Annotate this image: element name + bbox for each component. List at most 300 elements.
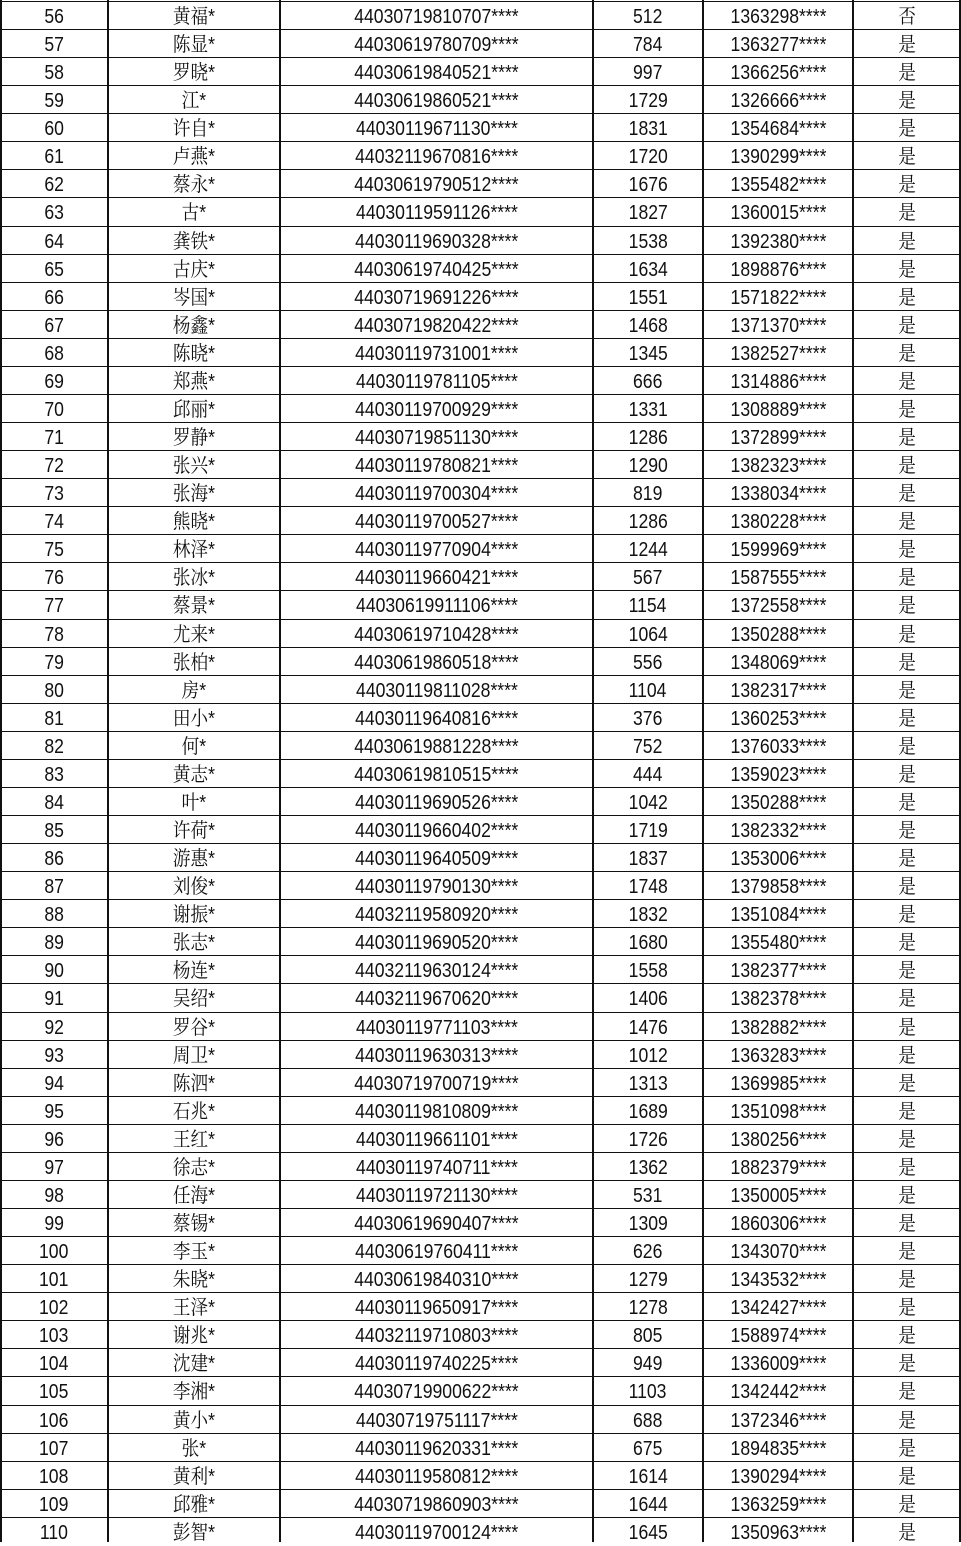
cell-id-number-text: 44030119630313**** bbox=[354, 1044, 519, 1067]
cell-name-text: 黄小* bbox=[172, 1409, 216, 1432]
cell-id-number-text: 44030119661101**** bbox=[355, 1128, 518, 1151]
cell-id-number bbox=[280, 535, 593, 563]
table-row bbox=[0, 85, 960, 113]
cell-phone bbox=[703, 1069, 853, 1097]
cell-flag-text: 是 bbox=[897, 118, 916, 141]
cell-flag bbox=[853, 255, 960, 283]
cell-flag bbox=[853, 1377, 960, 1405]
cell-phone bbox=[703, 1013, 853, 1041]
table-row bbox=[0, 478, 960, 506]
cell-index bbox=[0, 591, 108, 619]
cell-id-number-text: 44030119700929**** bbox=[354, 398, 519, 421]
cell-id-number-text: 44030119640816**** bbox=[354, 707, 519, 730]
cell-flag bbox=[853, 591, 960, 619]
table-row bbox=[0, 422, 960, 450]
cell-id-number bbox=[280, 423, 593, 451]
cell-phone bbox=[703, 198, 853, 226]
cell-id-number-text: 44030619690407**** bbox=[354, 1213, 519, 1235]
cell-name-text: 刘俊* bbox=[172, 876, 216, 899]
cell-name-text: 游惠* bbox=[172, 848, 216, 871]
cell-name-text: 王红* bbox=[172, 1128, 216, 1151]
cell-index bbox=[0, 1237, 108, 1265]
cell-amount bbox=[593, 704, 703, 732]
table-row bbox=[0, 675, 960, 703]
cell-flag bbox=[853, 58, 960, 86]
table-row bbox=[0, 1152, 960, 1180]
cell-index bbox=[0, 872, 108, 900]
cell-index bbox=[0, 563, 108, 591]
cell-flag-text: 是 bbox=[897, 1465, 916, 1488]
cell-flag-text: 是 bbox=[897, 1353, 916, 1376]
cell-amount-text: 1331 bbox=[628, 398, 668, 421]
cell-index bbox=[0, 58, 108, 86]
cell-phone-text: 1380228**** bbox=[730, 511, 826, 534]
cell-name-text: 张柏* bbox=[172, 651, 216, 674]
cell-flag-text: 是 bbox=[897, 314, 916, 337]
cell-index-text: 77 bbox=[44, 595, 64, 618]
cell-amount bbox=[593, 86, 703, 114]
cell-flag-text: 是 bbox=[897, 904, 916, 927]
table-row bbox=[0, 731, 960, 759]
cell-index-text: 93 bbox=[44, 1044, 64, 1067]
cell-name-text: 卢燕* bbox=[172, 146, 216, 169]
cell-name bbox=[108, 479, 280, 507]
cell-name-text: 张志* bbox=[172, 932, 216, 955]
cell-id-number bbox=[280, 1237, 593, 1265]
cell-id-number bbox=[280, 255, 593, 283]
cell-phone bbox=[703, 367, 853, 395]
cell-id-number-text: 44030619740425**** bbox=[354, 258, 519, 281]
cell-index bbox=[0, 451, 108, 479]
cell-id-number bbox=[280, 928, 593, 956]
cell-index bbox=[0, 142, 108, 170]
cell-id-number bbox=[280, 704, 593, 732]
cell-phone-text: 1372558**** bbox=[730, 595, 826, 618]
cell-name-text: 邱雅* bbox=[172, 1493, 216, 1516]
cell-name bbox=[108, 648, 280, 676]
cell-phone-text: 1350288**** bbox=[730, 791, 826, 814]
cell-name bbox=[108, 198, 280, 226]
cell-phone-text: 1571822**** bbox=[730, 286, 826, 309]
cell-flag-text: 是 bbox=[897, 230, 916, 253]
cell-amount-text: 1064 bbox=[628, 623, 668, 646]
cell-phone bbox=[703, 1153, 853, 1181]
cell-phone bbox=[703, 563, 853, 591]
cell-phone bbox=[703, 900, 853, 928]
cell-name bbox=[108, 732, 280, 760]
cell-flag-text: 是 bbox=[897, 1381, 916, 1404]
cell-amount-text: 805 bbox=[633, 1325, 663, 1348]
cell-name-text: 古* bbox=[181, 202, 207, 225]
cell-id-number-text: 44030619710428**** bbox=[354, 623, 519, 646]
cell-index-text: 79 bbox=[44, 651, 64, 674]
cell-phone bbox=[703, 255, 853, 283]
cell-index-text: 65 bbox=[44, 258, 64, 281]
cell-phone bbox=[703, 1321, 853, 1349]
cell-amount bbox=[593, 30, 703, 58]
cell-index bbox=[0, 1209, 108, 1237]
cell-name-text: 陈晓* bbox=[172, 342, 216, 365]
cell-id-number bbox=[280, 1434, 593, 1462]
cell-name bbox=[108, 283, 280, 311]
cell-amount-text: 997 bbox=[633, 62, 663, 85]
cell-name-text: 彭智* bbox=[172, 1521, 216, 1544]
cell-flag bbox=[853, 198, 960, 226]
cell-amount-text: 1278 bbox=[628, 1297, 668, 1320]
cell-amount-text: 1726 bbox=[628, 1128, 668, 1151]
cell-flag-text: 是 bbox=[897, 623, 916, 646]
cell-id-number-text: 44030719860903**** bbox=[354, 1493, 519, 1516]
cell-amount-text: 1406 bbox=[628, 988, 668, 1011]
cell-amount-text: 1831 bbox=[628, 118, 668, 141]
cell-phone bbox=[703, 591, 853, 619]
cell-phone-text: 1371370**** bbox=[730, 314, 826, 337]
cell-amount-text: 376 bbox=[633, 707, 663, 730]
cell-name-text: 周卫* bbox=[172, 1044, 216, 1067]
cell-amount bbox=[593, 395, 703, 423]
cell-id-number bbox=[280, 395, 593, 423]
cell-flag-text: 是 bbox=[897, 455, 916, 478]
cell-amount bbox=[593, 1321, 703, 1349]
cell-name bbox=[108, 816, 280, 844]
cell-name bbox=[108, 1153, 280, 1181]
cell-name bbox=[108, 1209, 280, 1237]
cell-amount-text: 1832 bbox=[628, 904, 668, 927]
cell-amount bbox=[593, 620, 703, 648]
cell-phone-text: 1343532**** bbox=[730, 1269, 826, 1292]
cell-id-number bbox=[280, 198, 593, 226]
cell-phone-text: 1382378**** bbox=[730, 988, 826, 1011]
cell-flag bbox=[853, 1349, 960, 1377]
cell-amount-text: 1748 bbox=[628, 876, 668, 899]
cell-id-number bbox=[280, 563, 593, 591]
cell-id-number bbox=[280, 86, 593, 114]
table-row bbox=[0, 29, 960, 57]
cell-id-number bbox=[280, 283, 593, 311]
cell-amount bbox=[593, 760, 703, 788]
table-row bbox=[0, 226, 960, 254]
cell-index bbox=[0, 1377, 108, 1405]
cell-name-text: 罗晓* bbox=[172, 62, 216, 85]
cell-flag bbox=[853, 844, 960, 872]
cell-id-number bbox=[280, 367, 593, 395]
cell-name-text: 谢兆* bbox=[172, 1325, 216, 1348]
table-row bbox=[0, 310, 960, 338]
cell-phone bbox=[703, 395, 853, 423]
cell-name-text: 岑国* bbox=[172, 286, 216, 309]
cell-flag bbox=[853, 816, 960, 844]
table-row bbox=[0, 871, 960, 899]
cell-id-number-text: 44030119660402**** bbox=[354, 820, 519, 843]
cell-id-number-text: 44030119690520**** bbox=[354, 932, 519, 955]
cell-amount-text: 752 bbox=[633, 735, 663, 758]
cell-flag-text: 是 bbox=[897, 876, 916, 899]
cell-amount bbox=[593, 367, 703, 395]
cell-phone bbox=[703, 1265, 853, 1293]
cell-index-text: 67 bbox=[44, 314, 64, 337]
cell-index-text: 72 bbox=[44, 455, 64, 478]
cell-flag bbox=[853, 311, 960, 339]
cell-flag bbox=[853, 1237, 960, 1265]
cell-name-text: 谢振* bbox=[172, 904, 216, 927]
table-row bbox=[0, 619, 960, 647]
cell-name bbox=[108, 704, 280, 732]
cell-index bbox=[0, 1097, 108, 1125]
cell-name-text: 李玉* bbox=[172, 1241, 216, 1264]
cell-id-number bbox=[280, 648, 593, 676]
cell-flag bbox=[853, 507, 960, 535]
cell-flag-text: 是 bbox=[897, 1044, 916, 1067]
cell-flag bbox=[853, 339, 960, 367]
cell-name-text: 朱晓* bbox=[172, 1269, 216, 1292]
table-row bbox=[0, 506, 960, 534]
cell-index-text: 57 bbox=[44, 34, 64, 57]
cell-id-number bbox=[280, 1490, 593, 1518]
cell-flag-text: 是 bbox=[897, 932, 916, 955]
cell-name bbox=[108, 760, 280, 788]
cell-amount-text: 626 bbox=[633, 1241, 663, 1264]
cell-phone bbox=[703, 928, 853, 956]
cell-amount-text: 444 bbox=[633, 763, 663, 786]
cell-flag bbox=[853, 479, 960, 507]
cell-index bbox=[0, 1181, 108, 1209]
cell-index bbox=[0, 30, 108, 58]
cell-index bbox=[0, 984, 108, 1012]
cell-amount bbox=[593, 648, 703, 676]
cell-index-text: 68 bbox=[44, 342, 64, 365]
cell-name bbox=[108, 984, 280, 1012]
cell-amount-text: 1012 bbox=[628, 1044, 668, 1067]
cell-phone-text: 1363298**** bbox=[730, 6, 826, 28]
cell-amount-text: 784 bbox=[633, 34, 663, 57]
cell-name-text: 许自* bbox=[172, 118, 216, 141]
cell-name-text: 罗谷* bbox=[172, 1016, 216, 1039]
cell-flag-text: 是 bbox=[897, 1184, 916, 1207]
cell-name bbox=[108, 563, 280, 591]
table-row bbox=[0, 843, 960, 871]
cell-flag-text: 是 bbox=[897, 258, 916, 281]
cell-index-text: 105 bbox=[39, 1381, 69, 1404]
cell-index bbox=[0, 198, 108, 226]
cell-index-text: 95 bbox=[44, 1100, 64, 1123]
cell-flag-text: 是 bbox=[897, 342, 916, 365]
cell-amount bbox=[593, 1209, 703, 1237]
table-row bbox=[0, 197, 960, 225]
cell-flag-text: 是 bbox=[897, 539, 916, 562]
cell-amount bbox=[593, 1125, 703, 1153]
cell-phone bbox=[703, 704, 853, 732]
cell-name bbox=[108, 872, 280, 900]
cell-flag-text: 是 bbox=[897, 174, 916, 197]
cell-flag bbox=[853, 170, 960, 198]
cell-phone-text: 1350963**** bbox=[730, 1521, 826, 1544]
cell-id-number-text: 44030619790512**** bbox=[354, 174, 519, 197]
cell-phone-text: 1390299**** bbox=[730, 146, 826, 169]
cell-flag bbox=[853, 1321, 960, 1349]
cell-id-number-text: 44030119790130**** bbox=[354, 876, 519, 899]
cell-index-text: 75 bbox=[44, 539, 64, 562]
table-row bbox=[0, 1180, 960, 1208]
table-row bbox=[0, 1264, 960, 1292]
cell-index bbox=[0, 170, 108, 198]
cell-id-number-text: 44030119740225**** bbox=[354, 1353, 519, 1376]
cell-phone bbox=[703, 423, 853, 451]
cell-index bbox=[0, 395, 108, 423]
cell-amount-text: 1689 bbox=[628, 1100, 668, 1123]
cell-index-text: 66 bbox=[44, 286, 64, 309]
cell-amount bbox=[593, 1265, 703, 1293]
cell-id-number-text: 44030719851130**** bbox=[354, 427, 519, 450]
cell-amount bbox=[593, 872, 703, 900]
cell-amount-text: 1476 bbox=[628, 1016, 668, 1039]
cell-name-text: 张兴* bbox=[172, 455, 216, 478]
table-row bbox=[0, 955, 960, 983]
cell-phone bbox=[703, 676, 853, 704]
cell-amount-text: 666 bbox=[633, 370, 663, 393]
cell-id-number bbox=[280, 1349, 593, 1377]
cell-phone bbox=[703, 816, 853, 844]
cell-phone-text: 1355482**** bbox=[730, 174, 826, 197]
cell-name bbox=[108, 255, 280, 283]
cell-amount-text: 1313 bbox=[628, 1072, 668, 1095]
cell-index-text: 63 bbox=[44, 202, 64, 225]
cell-phone bbox=[703, 507, 853, 535]
cell-index bbox=[0, 114, 108, 142]
cell-index bbox=[0, 844, 108, 872]
cell-id-number bbox=[280, 591, 593, 619]
cell-index-text: 70 bbox=[44, 398, 64, 421]
cell-phone bbox=[703, 1181, 853, 1209]
cell-index-text: 64 bbox=[44, 230, 64, 253]
cell-amount-text: 1729 bbox=[628, 90, 668, 113]
cell-index-text: 78 bbox=[44, 623, 64, 646]
cell-name-text: 任海* bbox=[172, 1184, 216, 1207]
table-row bbox=[0, 983, 960, 1011]
cell-id-number-text: 44030719900622**** bbox=[354, 1381, 519, 1404]
cell-amount bbox=[593, 535, 703, 563]
table-row bbox=[0, 1124, 960, 1152]
cell-phone-text: 1382317**** bbox=[730, 679, 826, 702]
cell-flag-text: 是 bbox=[897, 1521, 916, 1544]
table-row bbox=[0, 1489, 960, 1517]
cell-amount-text: 1719 bbox=[628, 820, 668, 843]
cell-id-number-text: 44030119781105**** bbox=[355, 370, 518, 393]
cell-phone-text: 1376033**** bbox=[730, 735, 826, 758]
cell-amount-text: 1558 bbox=[628, 960, 668, 983]
cell-index bbox=[0, 423, 108, 451]
cell-phone-text: 1359023**** bbox=[730, 763, 826, 786]
cell-name-text: 沈建* bbox=[172, 1353, 216, 1376]
cell-amount bbox=[593, 591, 703, 619]
cell-flag-text: 是 bbox=[897, 398, 916, 421]
cell-amount bbox=[593, 900, 703, 928]
cell-flag bbox=[853, 1490, 960, 1518]
cell-name bbox=[108, 451, 280, 479]
cell-flag-text: 是 bbox=[897, 1213, 916, 1235]
cell-flag bbox=[853, 1293, 960, 1321]
cell-amount bbox=[593, 1462, 703, 1490]
cell-name-text: 黄志* bbox=[172, 763, 216, 786]
table-row bbox=[0, 1096, 960, 1124]
cell-flag bbox=[853, 1041, 960, 1069]
cell-index-text: 106 bbox=[39, 1409, 69, 1432]
cell-phone bbox=[703, 535, 853, 563]
cell-amount-text: 1154 bbox=[629, 595, 667, 618]
cell-amount bbox=[593, 311, 703, 339]
cell-id-number bbox=[280, 1097, 593, 1125]
cell-id-number-text: 44030119780821**** bbox=[354, 455, 519, 478]
cell-amount bbox=[593, 563, 703, 591]
cell-flag bbox=[853, 760, 960, 788]
cell-index-text: 108 bbox=[39, 1465, 69, 1488]
cell-flag bbox=[853, 395, 960, 423]
cell-phone-text: 1860306**** bbox=[730, 1213, 826, 1235]
table-row bbox=[0, 1433, 960, 1461]
cell-index-text: 60 bbox=[44, 118, 64, 141]
cell-name-text: 房* bbox=[181, 679, 207, 702]
cell-flag-text: 是 bbox=[897, 202, 916, 225]
cell-amount-text: 1837 bbox=[628, 848, 668, 871]
cell-flag bbox=[853, 114, 960, 142]
cell-flag bbox=[853, 1181, 960, 1209]
cell-amount bbox=[593, 788, 703, 816]
table-row bbox=[0, 394, 960, 422]
cell-name-text: 陈显* bbox=[172, 34, 216, 57]
cell-index bbox=[0, 479, 108, 507]
cell-index bbox=[0, 507, 108, 535]
cell-name-text: 张* bbox=[181, 1437, 207, 1460]
cell-name bbox=[108, 1125, 280, 1153]
cell-flag-text: 是 bbox=[897, 1156, 916, 1179]
cell-index-text: 83 bbox=[44, 763, 64, 786]
cell-amount bbox=[593, 844, 703, 872]
cell-amount bbox=[593, 1434, 703, 1462]
table-row bbox=[0, 1068, 960, 1096]
table-row bbox=[0, 113, 960, 141]
cell-id-number bbox=[280, 451, 593, 479]
table-row bbox=[0, 1376, 960, 1404]
cell-index bbox=[0, 732, 108, 760]
cell-name bbox=[108, 367, 280, 395]
cell-flag bbox=[853, 451, 960, 479]
cell-phone bbox=[703, 1349, 853, 1377]
cell-name-text: 徐志* bbox=[172, 1156, 216, 1179]
cell-id-number-text: 44030719700719**** bbox=[354, 1072, 519, 1095]
cell-phone bbox=[703, 114, 853, 142]
cell-phone bbox=[703, 339, 853, 367]
cell-phone bbox=[703, 1490, 853, 1518]
cell-id-number-text: 44030119700124**** bbox=[354, 1521, 519, 1544]
cell-id-number bbox=[280, 1125, 593, 1153]
cell-flag-text: 是 bbox=[897, 763, 916, 786]
cell-index-text: 69 bbox=[44, 370, 64, 393]
cell-index bbox=[0, 1265, 108, 1293]
cell-amount bbox=[593, 198, 703, 226]
cell-index-text: 81 bbox=[44, 707, 64, 730]
cell-amount-text: 1286 bbox=[628, 511, 668, 534]
cell-name bbox=[108, 1349, 280, 1377]
cell-id-number-text: 44032119670620**** bbox=[354, 988, 519, 1011]
cell-phone bbox=[703, 311, 853, 339]
cell-phone-text: 1342427**** bbox=[730, 1297, 826, 1320]
cell-id-number bbox=[280, 1209, 593, 1237]
cell-name bbox=[108, 956, 280, 984]
cell-id-number-text: 44030119740711**** bbox=[355, 1156, 518, 1179]
cell-index bbox=[0, 1321, 108, 1349]
cell-flag-text: 是 bbox=[897, 1409, 916, 1432]
cell-amount-text: 1468 bbox=[628, 314, 668, 337]
cell-index-text: 84 bbox=[44, 791, 64, 814]
